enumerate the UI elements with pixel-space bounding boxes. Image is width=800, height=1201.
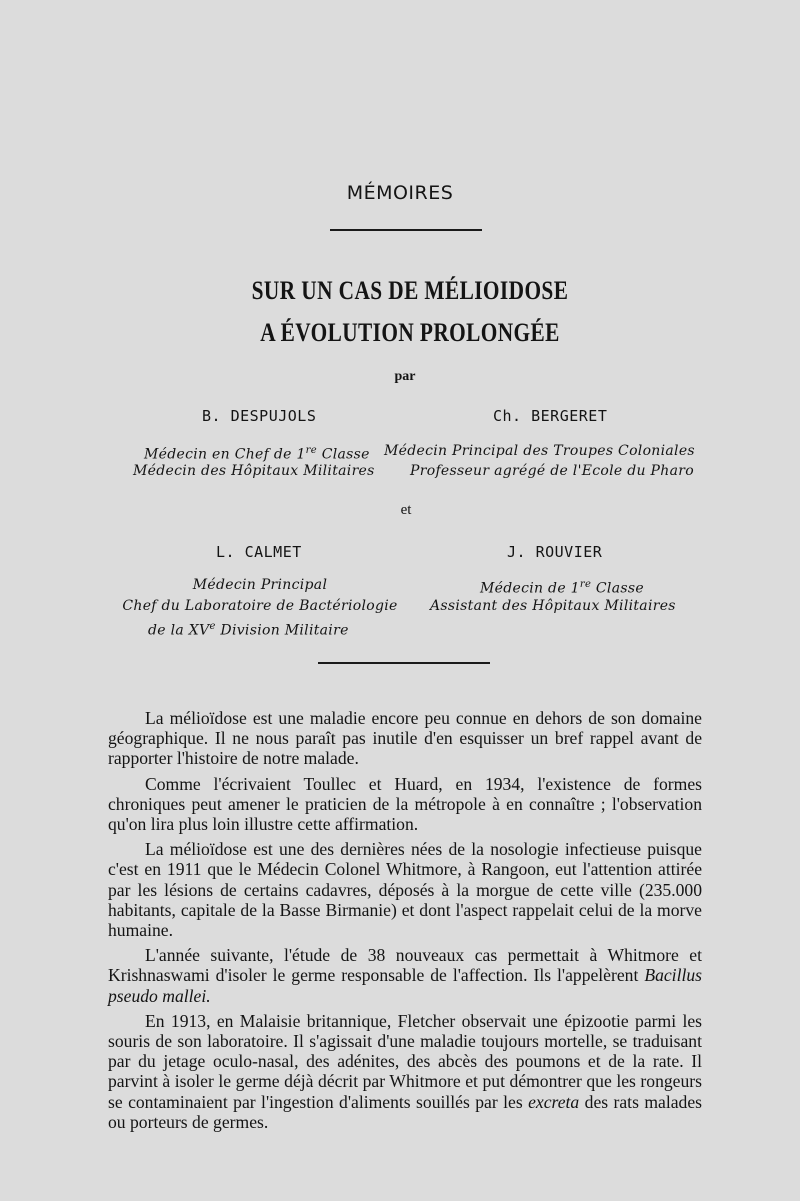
author-affiliation-calmet-3: de la XVe Division Militaire xyxy=(148,621,349,639)
body-paragraph-1: La mélioïdose est une maladie encore peu connue en dehors de son domaine géographique. Il ne nous paraît pas inutile d'en esquisser un bref rappel avant de rapporter l'histoire de notre malade. xyxy=(108,708,702,769)
author-affiliation-rouvier-2: Assistant des Hôpitaux Militaires xyxy=(430,598,676,614)
author-affiliation-despujols-1: Médecin en Chef de 1re Classe xyxy=(144,445,370,463)
author-name-calmet: L. CALMET xyxy=(216,543,302,561)
title-rule-bottom xyxy=(318,662,490,664)
article-title-line-1: SUR UN CAS DE MÉLIOIDOSE xyxy=(251,276,569,305)
author-affiliation-bergeret-2: Professeur agrégé de l'Ecole du Pharo xyxy=(410,463,694,479)
author-name-despujols: B. DESPUJOLS xyxy=(202,407,317,425)
by-label: par xyxy=(394,369,416,384)
article-title-line-2: A ÉVOLUTION PROLONGÉE xyxy=(260,318,560,347)
author-name-rouvier: J. ROUVIER xyxy=(507,543,603,561)
author-affiliation-calmet-1: Médecin Principal xyxy=(192,577,328,593)
body-paragraph-4: L'année suivante, l'étude de 38 nouveaux cas permettait à Whitmore et Krishnaswami d'isoler le germe responsable de l'affection. Ils l'appelèrent Bacillus pseudo mallei. xyxy=(108,945,702,1006)
author-affiliation-calmet-2: Chef du Laboratoire de Bactériologie xyxy=(122,598,398,614)
body-paragraph-2: Comme l'écrivaient Toullec et Huard, en 1934, l'existence de formes chroniques peut amener le praticien de la métropole à en connaître ; l'observation qu'on lira plus loin illustre cette affirmation. xyxy=(108,773,702,835)
title-rule-top xyxy=(330,229,482,231)
body-paragraph-5: En 1913, en Malaisie britannique, Fletcher observait une épizootie parmi les souris de son laboratoire. Il s'agissait d'une maladie toujours mortelle, se traduisant par du jetage oculo-nasal, des adénites, des abcès des poumons et de la rate. Il parvint à isoler le germe déjà décrit par Whitmore et put démontrer que les rongeurs se contaminaient par l'ingestion d'aliments souillés par les excreta des rats malades ou porteurs de germes. xyxy=(108,1010,702,1132)
and-label: et xyxy=(400,502,412,518)
author-name-bergeret: Ch. BERGERET xyxy=(493,407,608,425)
author-affiliation-bergeret-1: Médecin Principal des Troupes Coloniales xyxy=(384,443,695,459)
author-affiliation-rouvier-1: Médecin de 1re Classe xyxy=(480,579,644,597)
article-body xyxy=(108,708,702,1137)
body-paragraph-3: La mélioïdose est une des dernières nées de la nosologie infectieuse puisque c'est en 1911 que le Médecin Colonel Whitmore, à Rangoon, eut l'attention attirée par les lésions de certains cadavres, déposés à la morgue de cette ville (235.000 habitants, capitale de la Basse Birmanie) et dont l'aspect rappelait celui de la morve humaine. xyxy=(108,839,702,941)
section-title: MÉMOIRES xyxy=(346,182,454,204)
author-affiliation-despujols-2: Médecin des Hôpitaux Militaires xyxy=(133,463,375,479)
